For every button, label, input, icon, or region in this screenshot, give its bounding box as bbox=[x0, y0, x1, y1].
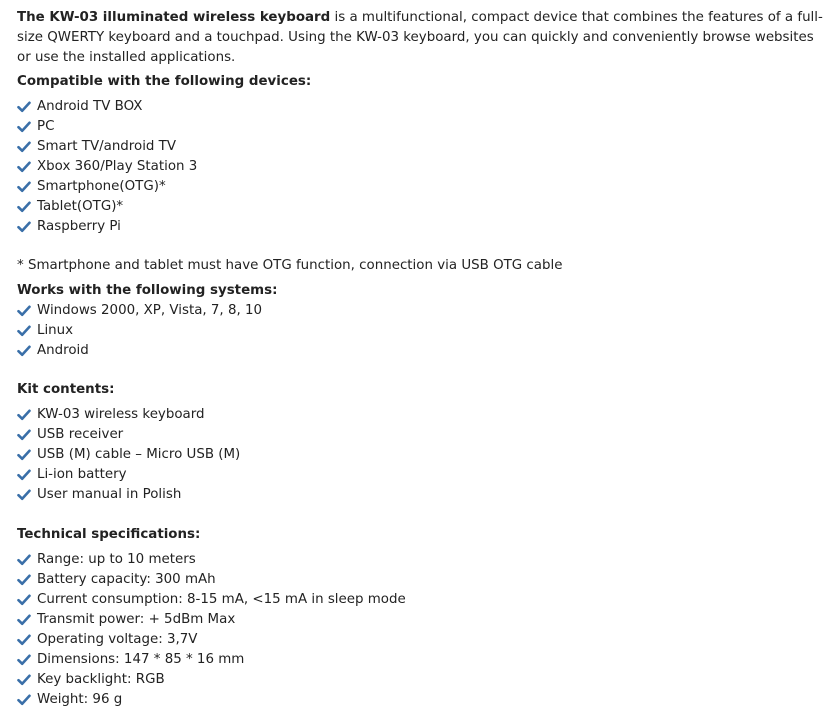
list-item bbox=[17, 550, 406, 570]
list-item-text: Range: up to 10 meters bbox=[37, 552, 196, 567]
list-item-text: Battery capacity: 300 mAh bbox=[37, 572, 216, 587]
list-item bbox=[17, 445, 240, 465]
check-icon bbox=[17, 593, 31, 607]
list-item-text: Android TV BOX bbox=[37, 99, 143, 114]
check-icon bbox=[17, 553, 31, 567]
list-item-text: Li-ion battery bbox=[37, 467, 127, 482]
list-item bbox=[17, 117, 197, 137]
list-item-text: Smart TV/android TV bbox=[37, 139, 177, 154]
check-icon bbox=[17, 448, 31, 462]
devices-heading: Compatible with the following devices: bbox=[17, 74, 312, 89]
check-icon bbox=[17, 488, 31, 502]
check-icon bbox=[17, 160, 31, 174]
check-icon bbox=[17, 468, 31, 482]
intro-paragraph bbox=[17, 8, 825, 68]
check-icon bbox=[17, 100, 31, 114]
list-item-text: Dimensions: 147 * 85 * 16 mm bbox=[37, 652, 245, 667]
list-item-text: Xbox 360/Play Station 3 bbox=[37, 159, 198, 174]
list-item bbox=[17, 97, 197, 117]
list-item-text: PC bbox=[37, 119, 55, 134]
list-item bbox=[17, 590, 406, 610]
kit-heading: Kit contents: bbox=[17, 382, 115, 397]
list-item-text: Android bbox=[37, 343, 89, 358]
check-icon bbox=[17, 408, 31, 422]
list-item-text: USB (M) cable – Micro USB (M) bbox=[37, 447, 241, 462]
check-icon bbox=[17, 693, 31, 707]
list-item-text: Raspberry Pi bbox=[37, 219, 121, 234]
list-item bbox=[17, 301, 262, 321]
check-icon bbox=[17, 653, 31, 667]
check-icon bbox=[17, 324, 31, 338]
list-item bbox=[17, 137, 197, 157]
check-icon bbox=[17, 428, 31, 442]
list-item-text: KW-03 wireless keyboard bbox=[37, 407, 205, 422]
list-item bbox=[17, 217, 197, 237]
list-item bbox=[17, 465, 240, 485]
systems-list bbox=[17, 301, 262, 361]
list-item-text: Current consumption: 8-15 mA, <15 mA in sleep mode bbox=[37, 592, 406, 607]
list-item-text: Weight: 96 g bbox=[37, 692, 123, 707]
devices-list bbox=[17, 97, 197, 237]
list-item bbox=[17, 405, 240, 425]
check-icon bbox=[17, 613, 31, 627]
otg-note: * Smartphone and tablet must have OTG function, connection via USB OTG cable bbox=[17, 258, 563, 273]
list-item-text: Operating voltage: 3,7V bbox=[37, 632, 198, 647]
specs-heading: Technical specifications: bbox=[17, 527, 201, 542]
list-item bbox=[17, 177, 197, 197]
list-item-text: Smartphone(OTG)* bbox=[37, 179, 166, 194]
list-item bbox=[17, 425, 240, 445]
check-icon bbox=[17, 344, 31, 358]
specs-list bbox=[17, 550, 406, 710]
list-item bbox=[17, 630, 406, 650]
list-item-text: Linux bbox=[37, 323, 74, 338]
check-icon bbox=[17, 120, 31, 134]
list-item bbox=[17, 157, 197, 177]
product-name: The KW-03 illuminated wireless keyboard bbox=[17, 10, 331, 25]
list-item bbox=[17, 485, 240, 505]
list-item bbox=[17, 650, 406, 670]
check-icon bbox=[17, 633, 31, 647]
check-icon bbox=[17, 220, 31, 234]
kit-list bbox=[17, 405, 240, 505]
list-item-text: Transmit power: + 5dBm Max bbox=[37, 612, 236, 627]
systems-heading: Works with the following systems: bbox=[17, 283, 278, 298]
list-item bbox=[17, 690, 406, 710]
check-icon bbox=[17, 573, 31, 587]
list-item bbox=[17, 570, 406, 590]
check-icon bbox=[17, 304, 31, 318]
list-item bbox=[17, 197, 197, 217]
list-item bbox=[17, 670, 406, 690]
list-item-text: Windows 2000, XP, Vista, 7, 8, 10 bbox=[37, 303, 263, 318]
list-item bbox=[17, 610, 406, 630]
list-item bbox=[17, 321, 262, 341]
check-icon bbox=[17, 200, 31, 214]
check-icon bbox=[17, 140, 31, 154]
list-item-text: USB receiver bbox=[37, 427, 124, 442]
list-item-text: Key backlight: RGB bbox=[37, 672, 165, 687]
list-item bbox=[17, 341, 262, 361]
intro-text: is a multifunctional, compact device that combines the features of a full-size QWERTY keyboard and a touchpad. Using the KW-03 keyboard, you can quickly and conveniently browse websites or use the installed applications. bbox=[17, 10, 823, 65]
list-item-text: User manual in Polish bbox=[37, 487, 182, 502]
check-icon bbox=[17, 180, 31, 194]
check-icon bbox=[17, 673, 31, 687]
list-item-text: Tablet(OTG)* bbox=[37, 199, 124, 214]
